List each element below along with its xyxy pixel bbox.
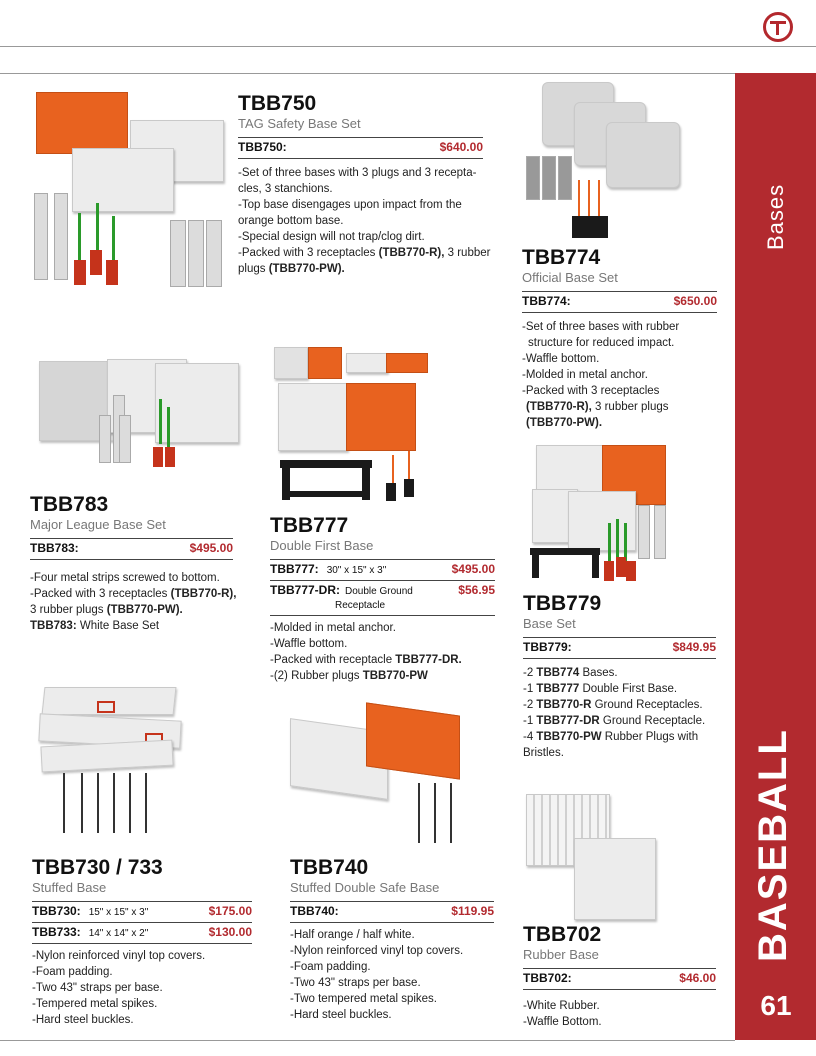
desc-code: (TBB770-PW). xyxy=(526,417,603,429)
section-label: Bases xyxy=(763,183,788,250)
product-description xyxy=(270,620,495,684)
price-label: TBB702: xyxy=(523,971,572,985)
tag-logo-icon xyxy=(763,12,793,42)
desc-line: Bristles. xyxy=(523,747,564,759)
desc-line: -Set of three bases with 3 plugs and 3 recepta- xyxy=(238,167,477,179)
header-divider xyxy=(0,46,816,47)
desc-code: TBB770-PW xyxy=(536,731,602,743)
desc-code: (TBB770-PW). xyxy=(268,263,345,275)
price-row xyxy=(32,922,252,944)
desc-line: -Tempered metal spikes. xyxy=(32,998,158,1010)
product-description xyxy=(523,665,716,761)
price-label: TBB774: xyxy=(522,294,571,308)
desc-line: -Four metal strips screwed to bottom. xyxy=(30,572,220,584)
size-label: Receptacle xyxy=(335,600,386,611)
desc-text: -2 xyxy=(523,667,537,679)
product-name: Double First Base xyxy=(270,538,374,553)
price-row xyxy=(30,538,233,560)
desc-line: -Top base disengages upon impact from the xyxy=(238,199,462,211)
price-value: $119.95 xyxy=(451,904,494,918)
desc-line: -Waffle bottom. xyxy=(522,353,600,365)
product-code: TBB750 xyxy=(238,92,317,115)
price-row xyxy=(270,580,495,616)
desc-line: orange bottom base. xyxy=(238,215,344,227)
desc-line: -Hard steel buckles. xyxy=(290,1009,392,1021)
price-row xyxy=(522,291,717,313)
desc-line: structure for reduced impact. xyxy=(528,337,675,349)
tbb702-image xyxy=(524,792,664,922)
desc-text: -Packed with receptacle xyxy=(270,654,396,666)
product-name: Official Base Set xyxy=(522,270,618,285)
desc-line xyxy=(522,399,717,415)
content-bottom-divider xyxy=(0,1040,735,1041)
desc-line xyxy=(523,729,716,745)
price-value: $650.00 xyxy=(673,294,717,308)
desc-line xyxy=(523,697,716,713)
desc-text: -2 xyxy=(523,699,537,711)
desc-text: plugs xyxy=(238,263,269,275)
product-tbb779 xyxy=(523,592,716,761)
product-tbb777 xyxy=(270,514,495,684)
content-top-divider xyxy=(0,73,735,74)
desc-code: TBB777 xyxy=(536,683,580,695)
product-description xyxy=(523,998,716,1030)
tbb783-image xyxy=(35,355,245,470)
desc-code: (TBB770-R), xyxy=(526,401,592,413)
price-value: $56.95 xyxy=(458,583,495,597)
tbb777-image xyxy=(272,345,432,505)
price-label: TBB750: xyxy=(238,140,287,154)
desc-text: 3 rubber plugs xyxy=(30,604,107,616)
desc-line xyxy=(30,586,237,602)
desc-line xyxy=(238,245,491,261)
size-label: 30" x 15" x 3" xyxy=(326,565,387,576)
product-tbb783 xyxy=(30,493,237,634)
desc-text: -1 xyxy=(523,683,537,695)
product-code: TBB783 xyxy=(30,493,109,516)
desc-text: Bases. xyxy=(579,667,618,679)
size-label: 14" x 14" x 2" xyxy=(88,928,149,939)
product-tbb774 xyxy=(522,246,717,431)
price-value: $495.00 xyxy=(451,562,495,576)
desc-code: (TBB770-PW). xyxy=(106,604,183,616)
desc-code: TBB770-PW xyxy=(362,670,428,682)
price-row xyxy=(290,901,494,923)
desc-line: cles, 3 stanchions. xyxy=(238,183,333,195)
desc-code: (TBB770-R), xyxy=(170,588,237,600)
desc-line: -Two 43" straps per base. xyxy=(290,977,421,989)
desc-line xyxy=(30,618,233,634)
price-label: TBB783: xyxy=(30,541,79,555)
desc-line: -Molded in metal anchor. xyxy=(270,622,396,634)
tbb740-image xyxy=(288,705,478,845)
price-value: $175.00 xyxy=(208,904,252,918)
product-tbb730 xyxy=(32,856,252,1028)
desc-line: -Special design will not trap/clog dirt. xyxy=(238,231,425,243)
desc-line: -Packed with 3 receptacles xyxy=(522,385,660,397)
desc-line xyxy=(522,415,717,431)
product-code: TBB774 xyxy=(522,246,601,269)
desc-line: -Two 43" straps per base. xyxy=(32,982,163,994)
product-code: TBB730 / 733 xyxy=(32,856,163,879)
desc-code: TBB783: xyxy=(30,620,77,632)
desc-line: -Two tempered metal spikes. xyxy=(290,993,438,1005)
desc-line: -Waffle Bottom. xyxy=(523,1016,602,1028)
tbb750-image xyxy=(30,88,235,288)
desc-text: -Packed with 3 receptacles xyxy=(30,588,171,600)
tbb774-image xyxy=(522,80,712,240)
price-label: TBB730: xyxy=(32,904,81,918)
product-tbb740 xyxy=(290,856,494,1023)
desc-text: -1 xyxy=(523,715,537,727)
product-description xyxy=(32,948,252,1028)
desc-line: -Foam padding. xyxy=(290,961,371,973)
product-name: Major League Base Set xyxy=(30,517,166,532)
price-value: $46.00 xyxy=(679,971,716,985)
desc-line xyxy=(30,602,233,618)
product-code: TBB777 xyxy=(270,514,349,537)
product-code: TBB702 xyxy=(523,923,602,946)
desc-line xyxy=(270,652,495,668)
desc-line: -Half orange / half white. xyxy=(290,929,415,941)
desc-code: TBB777-DR. xyxy=(395,654,462,666)
product-name: TAG Safety Base Set xyxy=(238,116,361,131)
product-name: Stuffed Double Safe Base xyxy=(290,880,440,895)
desc-text: Ground Receptacle. xyxy=(599,715,706,727)
price-row xyxy=(523,968,716,990)
desc-code: (TBB770-R), xyxy=(378,247,445,259)
desc-text: Ground Receptacles. xyxy=(591,699,703,711)
price-row xyxy=(523,637,716,659)
price-value: $849.95 xyxy=(672,640,716,654)
product-code: TBB779 xyxy=(523,592,602,615)
product-tbb702 xyxy=(523,923,716,1030)
desc-text: 3 rubber plugs xyxy=(591,401,669,413)
desc-text: Double First Base. xyxy=(579,683,678,695)
desc-text: -(2) Rubber plugs xyxy=(270,670,363,682)
desc-line xyxy=(523,713,716,729)
desc-code: TBB777-DR xyxy=(536,715,600,727)
product-description xyxy=(30,570,237,634)
page-number: 61 xyxy=(760,990,792,1021)
price-label: TBB777: xyxy=(270,562,319,576)
price-value: $495.00 xyxy=(189,541,233,555)
product-tbb750 xyxy=(238,92,491,277)
desc-text: Rubber Plugs with xyxy=(601,731,699,743)
price-label: TBB740: xyxy=(290,904,339,918)
desc-line: -Foam padding. xyxy=(32,966,113,978)
desc-line: -White Rubber. xyxy=(523,1000,600,1012)
desc-line: -Hard steel buckles. xyxy=(32,1014,134,1026)
desc-line xyxy=(238,261,483,277)
size-label: Double Ground xyxy=(345,586,413,597)
product-description xyxy=(290,927,494,1023)
desc-code: TBB774 xyxy=(536,667,580,679)
tbb779-image xyxy=(528,443,718,585)
desc-text: -4 xyxy=(523,731,537,743)
desc-text: 3 rubber xyxy=(444,247,491,259)
desc-line: -Nylon reinforced vinyl top covers. xyxy=(290,945,464,957)
price-label: TBB777-DR: xyxy=(270,583,341,597)
price-value: $640.00 xyxy=(439,140,483,154)
product-code: TBB740 xyxy=(290,856,369,879)
desc-line: -Set of three bases with rubber xyxy=(522,321,680,333)
desc-line: -Molded in metal anchor. xyxy=(522,369,648,381)
product-description xyxy=(522,319,717,431)
desc-line xyxy=(523,665,716,681)
size-label: 15" x 15" x 3" xyxy=(88,907,149,918)
price-row xyxy=(270,559,495,580)
price-row xyxy=(238,137,483,159)
product-name: Rubber Base xyxy=(523,947,599,962)
desc-text: -Packed with 3 receptacles xyxy=(238,247,379,259)
price-row xyxy=(32,901,252,922)
desc-line: -Waffle bottom. xyxy=(270,638,348,650)
price-value: $130.00 xyxy=(208,925,252,939)
price-label: TBB733: xyxy=(32,925,81,939)
tbb730-image xyxy=(35,685,200,840)
product-description xyxy=(238,165,491,277)
desc-line xyxy=(270,668,495,684)
product-name: Stuffed Base xyxy=(32,880,107,895)
product-name: Base Set xyxy=(523,616,576,631)
desc-line: -Nylon reinforced vinyl top covers. xyxy=(32,950,206,962)
desc-code: TBB770-R xyxy=(536,699,592,711)
price-label: TBB779: xyxy=(523,640,572,654)
desc-line xyxy=(523,681,716,697)
category-label: BASEBALL xyxy=(751,728,795,962)
desc-text: White Base Set xyxy=(76,620,160,632)
